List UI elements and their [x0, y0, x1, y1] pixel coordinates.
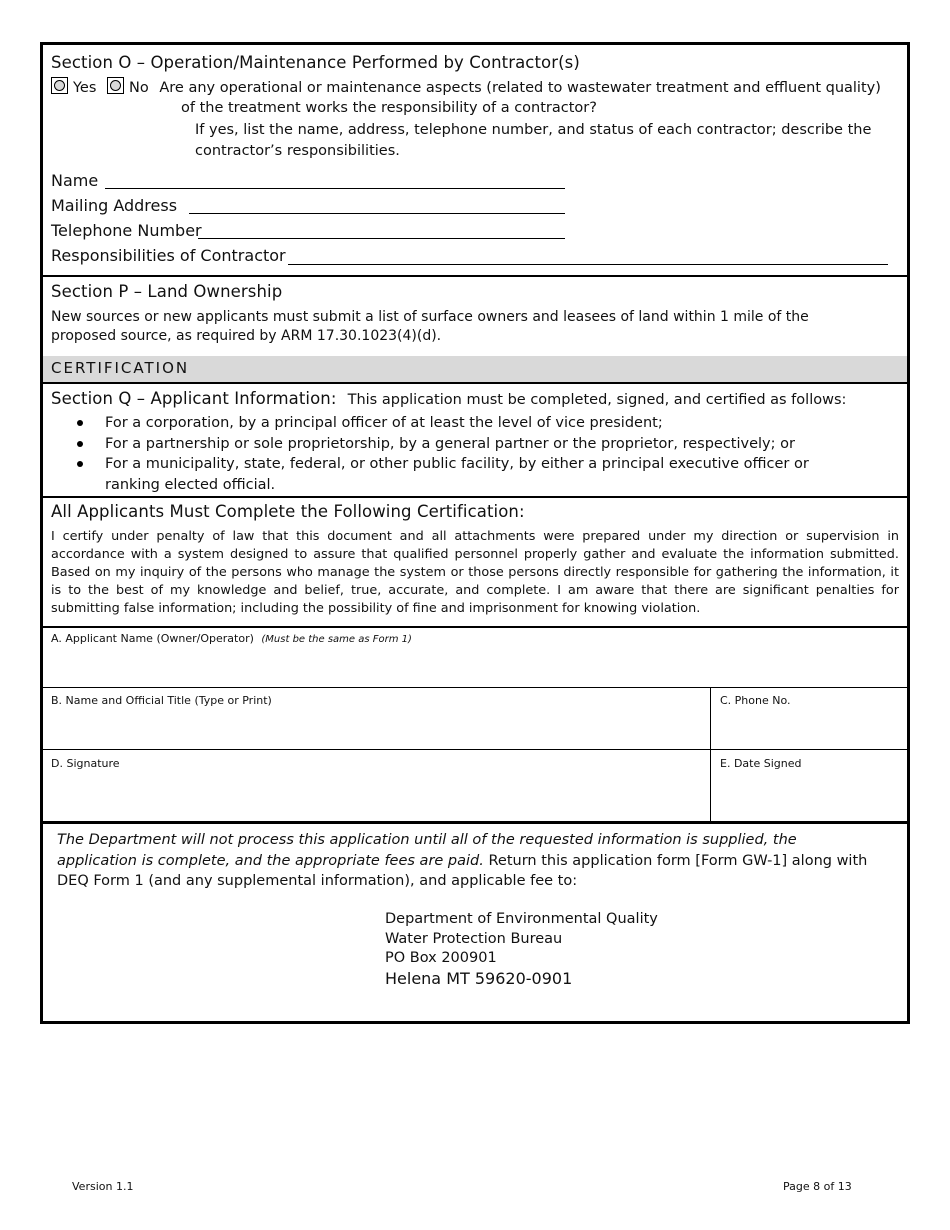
- address-line: Department of Environmental Quality: [385, 911, 658, 927]
- name-title-input[interactable]: [43, 687, 710, 749]
- page-number-footer: Page 8 of 13: [783, 1180, 852, 1193]
- certification-statement-text: I certify under penalty of law that this document and all attachments were prepared under my direction or supervision in accordance with a system designed to assure that qualified personnel properly gather and evaluate the information submitted. Based on my inquiry of the persons who manage the system or those persons directly responsible for gathering the information, it is to the best of my knowledge and belief, true, accurate, and complete. I am aware that there are significant penalties for submitting false information; including the possibility of fine and imprisonment for knowing violation.: [51, 529, 899, 616]
- submission-text: [57, 830, 877, 892]
- section-o: [43, 45, 907, 277]
- address-line: Water Protection Bureau: [385, 930, 563, 947]
- certification-header: [43, 356, 907, 384]
- section-q: [43, 382, 907, 498]
- version-footer: Version 1.1: [72, 1180, 134, 1193]
- telephone-label: Telephone Number: [51, 221, 202, 240]
- phone-no-input[interactable]: [711, 687, 907, 749]
- telephone-field[interactable]: [198, 238, 565, 239]
- list-item: For a partnership or sole proprietorship, by a general partner or the proprietor, respectively; or: [77, 434, 857, 455]
- section-o-question-row: [51, 77, 901, 99]
- certification-statement-title: All Applicants Must Complete the Following Certification:: [51, 502, 525, 521]
- mailing-address-label: Mailing Address: [51, 196, 178, 215]
- name-title-label: B. Name and Official Title (Type or Print): [51, 694, 272, 707]
- section-p: [43, 275, 907, 358]
- applicant-name-field[interactable]: [43, 626, 907, 688]
- applicant-name-note: (Must be the same as Form 1): [261, 634, 412, 645]
- name-title-phone-row: [43, 687, 907, 750]
- question-text: Are any operational or maintenance aspects (related to wastewater treatment and effluent quality): [159, 80, 881, 96]
- certification-title: CERTIFICATION: [51, 359, 190, 377]
- submission-italic-text: The Department will not process this application until all of the requested information is supplied, the application is complete, and the appropriate fees are paid.: [57, 832, 797, 869]
- instruction-text-2: contractor’s responsibilities.: [195, 143, 400, 159]
- section-o-title: Section O – Operation/Maintenance Performed by Contractor(s): [51, 53, 580, 72]
- no-label: No: [129, 80, 149, 96]
- yes-label: Yes: [73, 80, 97, 96]
- instruction-text-1: If yes, list the name, address, telephone number, and status of each contractor; describe the: [195, 122, 872, 138]
- submission-instructions: [43, 824, 907, 1021]
- section-q-intro: This application must be completed, signed, and certified as follows:: [347, 392, 847, 408]
- responsibilities-label: Responsibilities of Contractor: [51, 246, 286, 265]
- applicant-name-label: A. Applicant Name (Owner/Operator): [51, 632, 254, 645]
- submission-normal-text: Return this application form [Form GW-1] along with DEQ Form 1 (and any supplemental information), and applicable fee to:: [57, 852, 868, 889]
- signature-label: D. Signature: [51, 757, 120, 770]
- mailing-address-field[interactable]: [189, 213, 565, 214]
- mailing-address-block: [385, 910, 658, 988]
- section-p-text: New sources or new applicants must submit a list of surface owners and leasees of land within 1 mile of the proposed source, as required by ARM 17.30.1023(4)(d).: [51, 309, 809, 344]
- section-p-title: Section P – Land Ownership: [51, 282, 283, 301]
- application-form: [40, 42, 910, 1024]
- address-line: PO Box 200901: [385, 950, 497, 966]
- no-radio[interactable]: [107, 77, 124, 94]
- date-signed-input[interactable]: [711, 749, 907, 821]
- section-q-heading: [51, 389, 846, 408]
- phone-no-label: C. Phone No.: [720, 694, 791, 707]
- signature-input[interactable]: [43, 749, 710, 821]
- date-signed-label: E. Date Signed: [720, 757, 802, 770]
- name-label: Name: [51, 171, 99, 190]
- address-line: Helena MT 59620-0901: [385, 968, 573, 988]
- list-item: For a municipality, state, federal, or other public facility, by either a principal executive officer or ranking elected official.: [77, 454, 825, 495]
- name-field[interactable]: [105, 188, 565, 189]
- section-q-title: Section Q – Applicant Information:: [51, 389, 337, 408]
- certification-statement: [43, 496, 907, 628]
- list-item: For a corporation, by a principal officer of at least the level of vice president;: [77, 413, 857, 434]
- applicant-name-label-wrap: [51, 632, 412, 645]
- question-text-2: of the treatment works the responsibility of a contractor?: [181, 100, 597, 116]
- signature-date-row: [43, 749, 907, 824]
- responsibilities-field[interactable]: [288, 264, 888, 265]
- yes-radio[interactable]: [51, 77, 68, 94]
- section-q-list: [77, 413, 857, 495]
